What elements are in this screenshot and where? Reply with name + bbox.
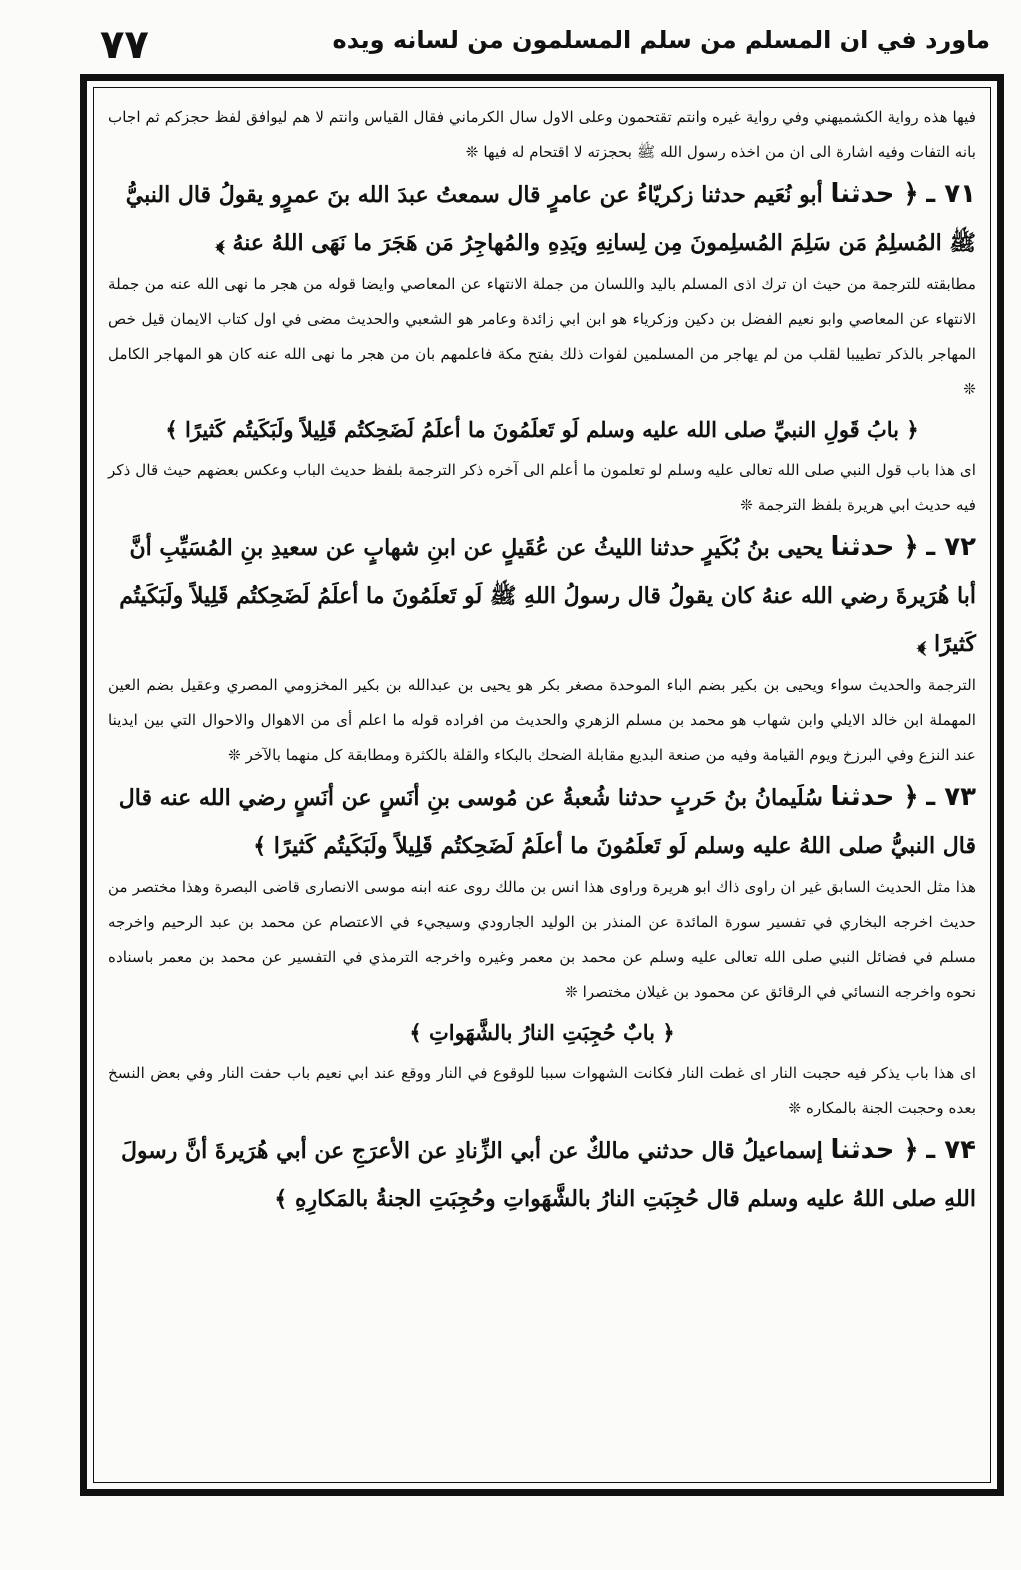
hadith-72 [108,523,976,668]
hadith-number: ۷۴ ـ [926,1135,976,1165]
chapter-heading: ﴿ بابُ قَولِ النبيِّ صلى الله عليه وسلم لَو تَعلَمُونَ ما أعلَمُ لَضَحِكتُم قَلِيلاً ولَبَكَيتُم كَثيرًا ﴾ [165,417,919,442]
hadith-text: أبو نُعَيم حدثنا زكريّاءُ عن عامرٍ قال سمعتُ عبدَ الله بنَ عمرٍو يقولُ قال النبيُّ ﷺ المُسلِمُ مَن سَلِمَ المُسلِمونَ مِن لِسانِهِ ويَدِهِ والمُهاجِرُ مَن هَجَرَ ما نَهَى اللهُ عنهُ ﴾ [125,182,976,256]
commentary-paragraph: مطابقته للترجمة من حيث ان ترك اذى المسلم باليد واللسان من جملة الانتهاء عن المعاصي وايضا قوله من هجر ما نهى الله عنه من جملة الانتهاء عن المعاصي وابو نعيم الفضل بن دكين وزكرياء هو ابن ابي زائدة وعامر هو الشعبي والحديث مضى في اول كتاب الايمان قيل خص المهاجر بالذكر تطييبا لقلب من لم يهاجر من المسلمين لفوات ذلك بفتح مكة فاعلمهم بان من هجر ما نهى الله عنه كان هو المهاجر الكامل ❊ [108,275,976,398]
hadith-number: ۷۱ ـ [926,179,976,209]
commentary-paragraph: الترجمة والحديث سواء ويحيى بن بكير بضم الباء الموحدة مصغر بكر هو يحيى بن عبدالله بن بكير المخزومي المصري وعقيل بضم العين المهملة ابن خالد الايلي وابن شهاب هو محمد بن مسلم الزهري والحديث من افراده قوله ما اعلم أى من الاهوال والاحوال التي بين ايدينا عند النزع وفي البرزخ ويوم القيامة وفيه من صنعة البديع مقابلة الضحك بالبكاء والقلة بالكثرة ومطابقة كل منهما بالآخر ❊ [108,676,976,764]
hadith-text: إسماعيلُ قال حدثني مالكٌ عن أبي الزِّنادِ عن الأعرَجِ عن أبي هُرَيرةَ أنَّ رسولَ اللهِ صلى اللهُ عليه وسلم قال حُجِبَتِ النارُ بالشَّهَواتِ وحُجِبَتِ الجنةُ بالمَكارِهِ ﴾ [120,1138,976,1212]
chapter-heading: ﴿ بابٌ حُجِبَتِ النارُ بالشَّهَواتِ ﴾ [409,1020,675,1045]
hadith-text: يحيى بنُ بُكَيرٍ حدثنا الليثُ عن عُقَيلٍ عن ابنِ شهابٍ عن سعيدِ بنِ المُسَيِّبِ أنَّ أبا هُرَيرةَ رضي الله عنهُ كان يقولُ قال رسولُ اللهِ ﷺ لَو تَعلَمُونَ ما أعلَمُ لَضَحِكتُم قَلِيلاً ولَبَكَيتُم كَثيرًا ﴾ [119,535,976,657]
haddathana-heading: ﴿ حدثنا [830,1135,919,1165]
page-content [108,100,976,1472]
commentary-paragraph: فيها هذه رواية الكشميهني وفي رواية غيره وانتم تقتحمون وعلى الاول سال الكرماني فقال القياس وانتم لا هم ليوافق لفظ حجزكم ثم اجاب بانه التفات وفيه اشارة الى ان من اخذه رسول الله ﷺ بحجزته لا اقتحام له فيها ❊ [108,108,976,161]
commentary-paragraph: اى هذا باب يذكر فيه حجبت النار اى غطت النار فكانت الشهوات سببا للوقوع في النار ووقع عند ابي نعيم باب حفت النار وفي بعض النسخ بعده وحجبت الجنة بالمكاره ❊ [108,1064,976,1117]
hadith-number: ۷۲ ـ [926,532,976,562]
hadith-text: سُلَيمانُ بنُ حَربٍ حدثنا شُعبةُ عن مُوسى بنِ أنَسٍ عن أنَسٍ رضي الله عنه قال قال النبيُّ صلى اللهُ عليه وسلم لَو تَعلَمُونَ ما أعلَمُ لَضَحِكتُم قَلِيلاً ولَبَكَيتُم كَثيرًا ﴾ [118,785,976,859]
page-number: ۷۷ [100,22,149,68]
page-frame [80,74,1004,1496]
haddathana-heading: ﴿ حدثنا [830,532,919,562]
hadith-number: ۷۳ ـ [926,782,976,812]
commentary-paragraph: اى هذا باب قول النبي صلى الله تعالى عليه وسلم لو تعلمون ما أعلم الى آخره ذكر الترجمة بلفظ حديث الباب وعكس بعضهم حيث قال ذكر فيه حديث ابي هريرة بلفظ الترجمة ❊ [108,461,976,514]
page-frame-inner [93,87,991,1483]
haddathana-heading: ﴿ حدثنا [830,782,919,812]
haddathana-heading: ﴿ حدثنا [830,179,919,209]
commentary-paragraph: هذا مثل الحديث السابق غير ان راوى ذاك ابو هريرة وراوى هذا انس بن مالك روى عنه ابنه موسى الانصارى قاضى البصرة وهذا مختصر من حديث اخرجه البخاري في تفسير سورة المائدة عن المنذر بن الوليد الجارودي وسيجيء في الاعتصام عن محمد بن عبد الرحيم واخرجه مسلم في فضائل النبي صلى الله تعالى عليه وسلم عن محمد بن معمر وغيره واخرجه الترمذي في التفسير عن محمد بن معمر باسناده نحوه واخرجه النسائي في الرقائق عن محمود بن غيلان مختصرا ❊ [108,878,976,1001]
hadith-71 [108,170,976,267]
hadith-73 [108,773,976,870]
running-head: ماورد في ان المسلم من سلم المسلمون من لسانه ويده [332,26,990,54]
page-header [60,18,990,68]
hadith-74 [108,1126,976,1223]
